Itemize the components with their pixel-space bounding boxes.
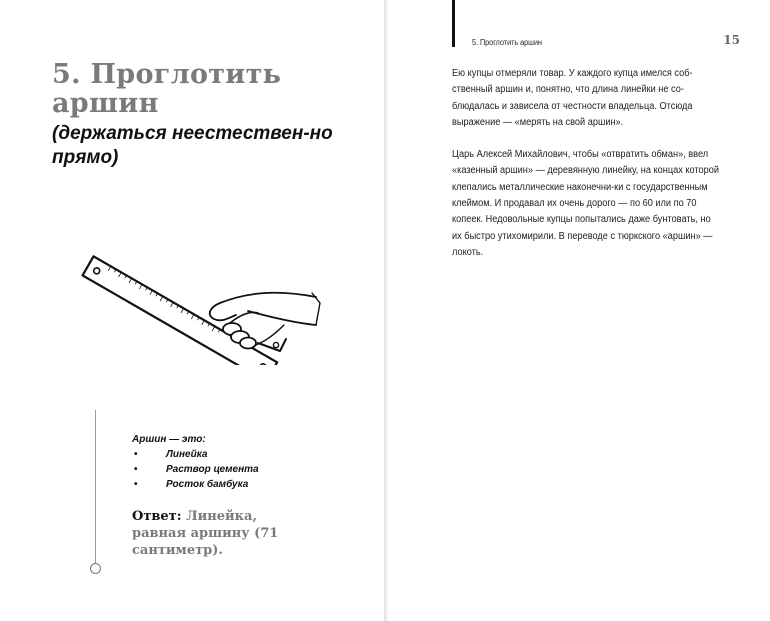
quiz-option-label: Линейка [166, 449, 208, 460]
hand-holding-ruler-icon [80, 245, 330, 365]
quiz-block [132, 432, 332, 492]
running-head: 5. Проглотить аршин [472, 38, 542, 47]
body-paragraph: Царь Алексей Михайлович, чтобы «отвратить обман», ввел «казенный аршин» — деревянную линейку, на концах которой клепались металлические наконечни-ки с государственным клеймом. И продавал их очень дорого — по 60 или по 70 копеек. Недовольные купцы попытались даже бунтовать, но их быстро утихомирили. В переводе с тюркского «аршин» — локоть. [452, 149, 720, 258]
quiz-intro: Аршин — это: [132, 434, 206, 445]
quiz-side-rule [95, 410, 96, 565]
page-gutter [384, 0, 388, 621]
chapter-title: 5. Проглотить аршин [52, 59, 282, 119]
answer-label: Ответ: [132, 509, 182, 524]
bullet-icon: • [134, 449, 138, 460]
page-number: 15 [723, 33, 740, 47]
answer-text: Линейка, равная аршину (71 сантиметр). [132, 509, 279, 558]
body-text [452, 66, 721, 277]
quiz-rule-end-dot [90, 563, 101, 574]
quiz-option [132, 477, 332, 492]
quiz-option-label: Раствор цемента [166, 464, 259, 475]
quiz-option [132, 447, 332, 462]
bullet-icon: • [134, 464, 138, 475]
quiz-options [132, 447, 332, 492]
running-head-bar [452, 0, 455, 47]
quiz-option [132, 462, 332, 477]
quiz-answer [132, 508, 292, 559]
body-paragraph: Ею купцы отмеряли товар. У каждого купца имелся соб-ственный аршин и, понятно, что длина линейки не со-блюдалась и зависела от честности владельца. Отсюда выражение — «мерять на свой аршин». [452, 68, 693, 128]
bullet-icon: • [134, 479, 138, 490]
quiz-option-label: Росток бамбука [166, 479, 249, 490]
chapter-subtitle: (держаться неестествен-но прямо) [52, 123, 333, 168]
